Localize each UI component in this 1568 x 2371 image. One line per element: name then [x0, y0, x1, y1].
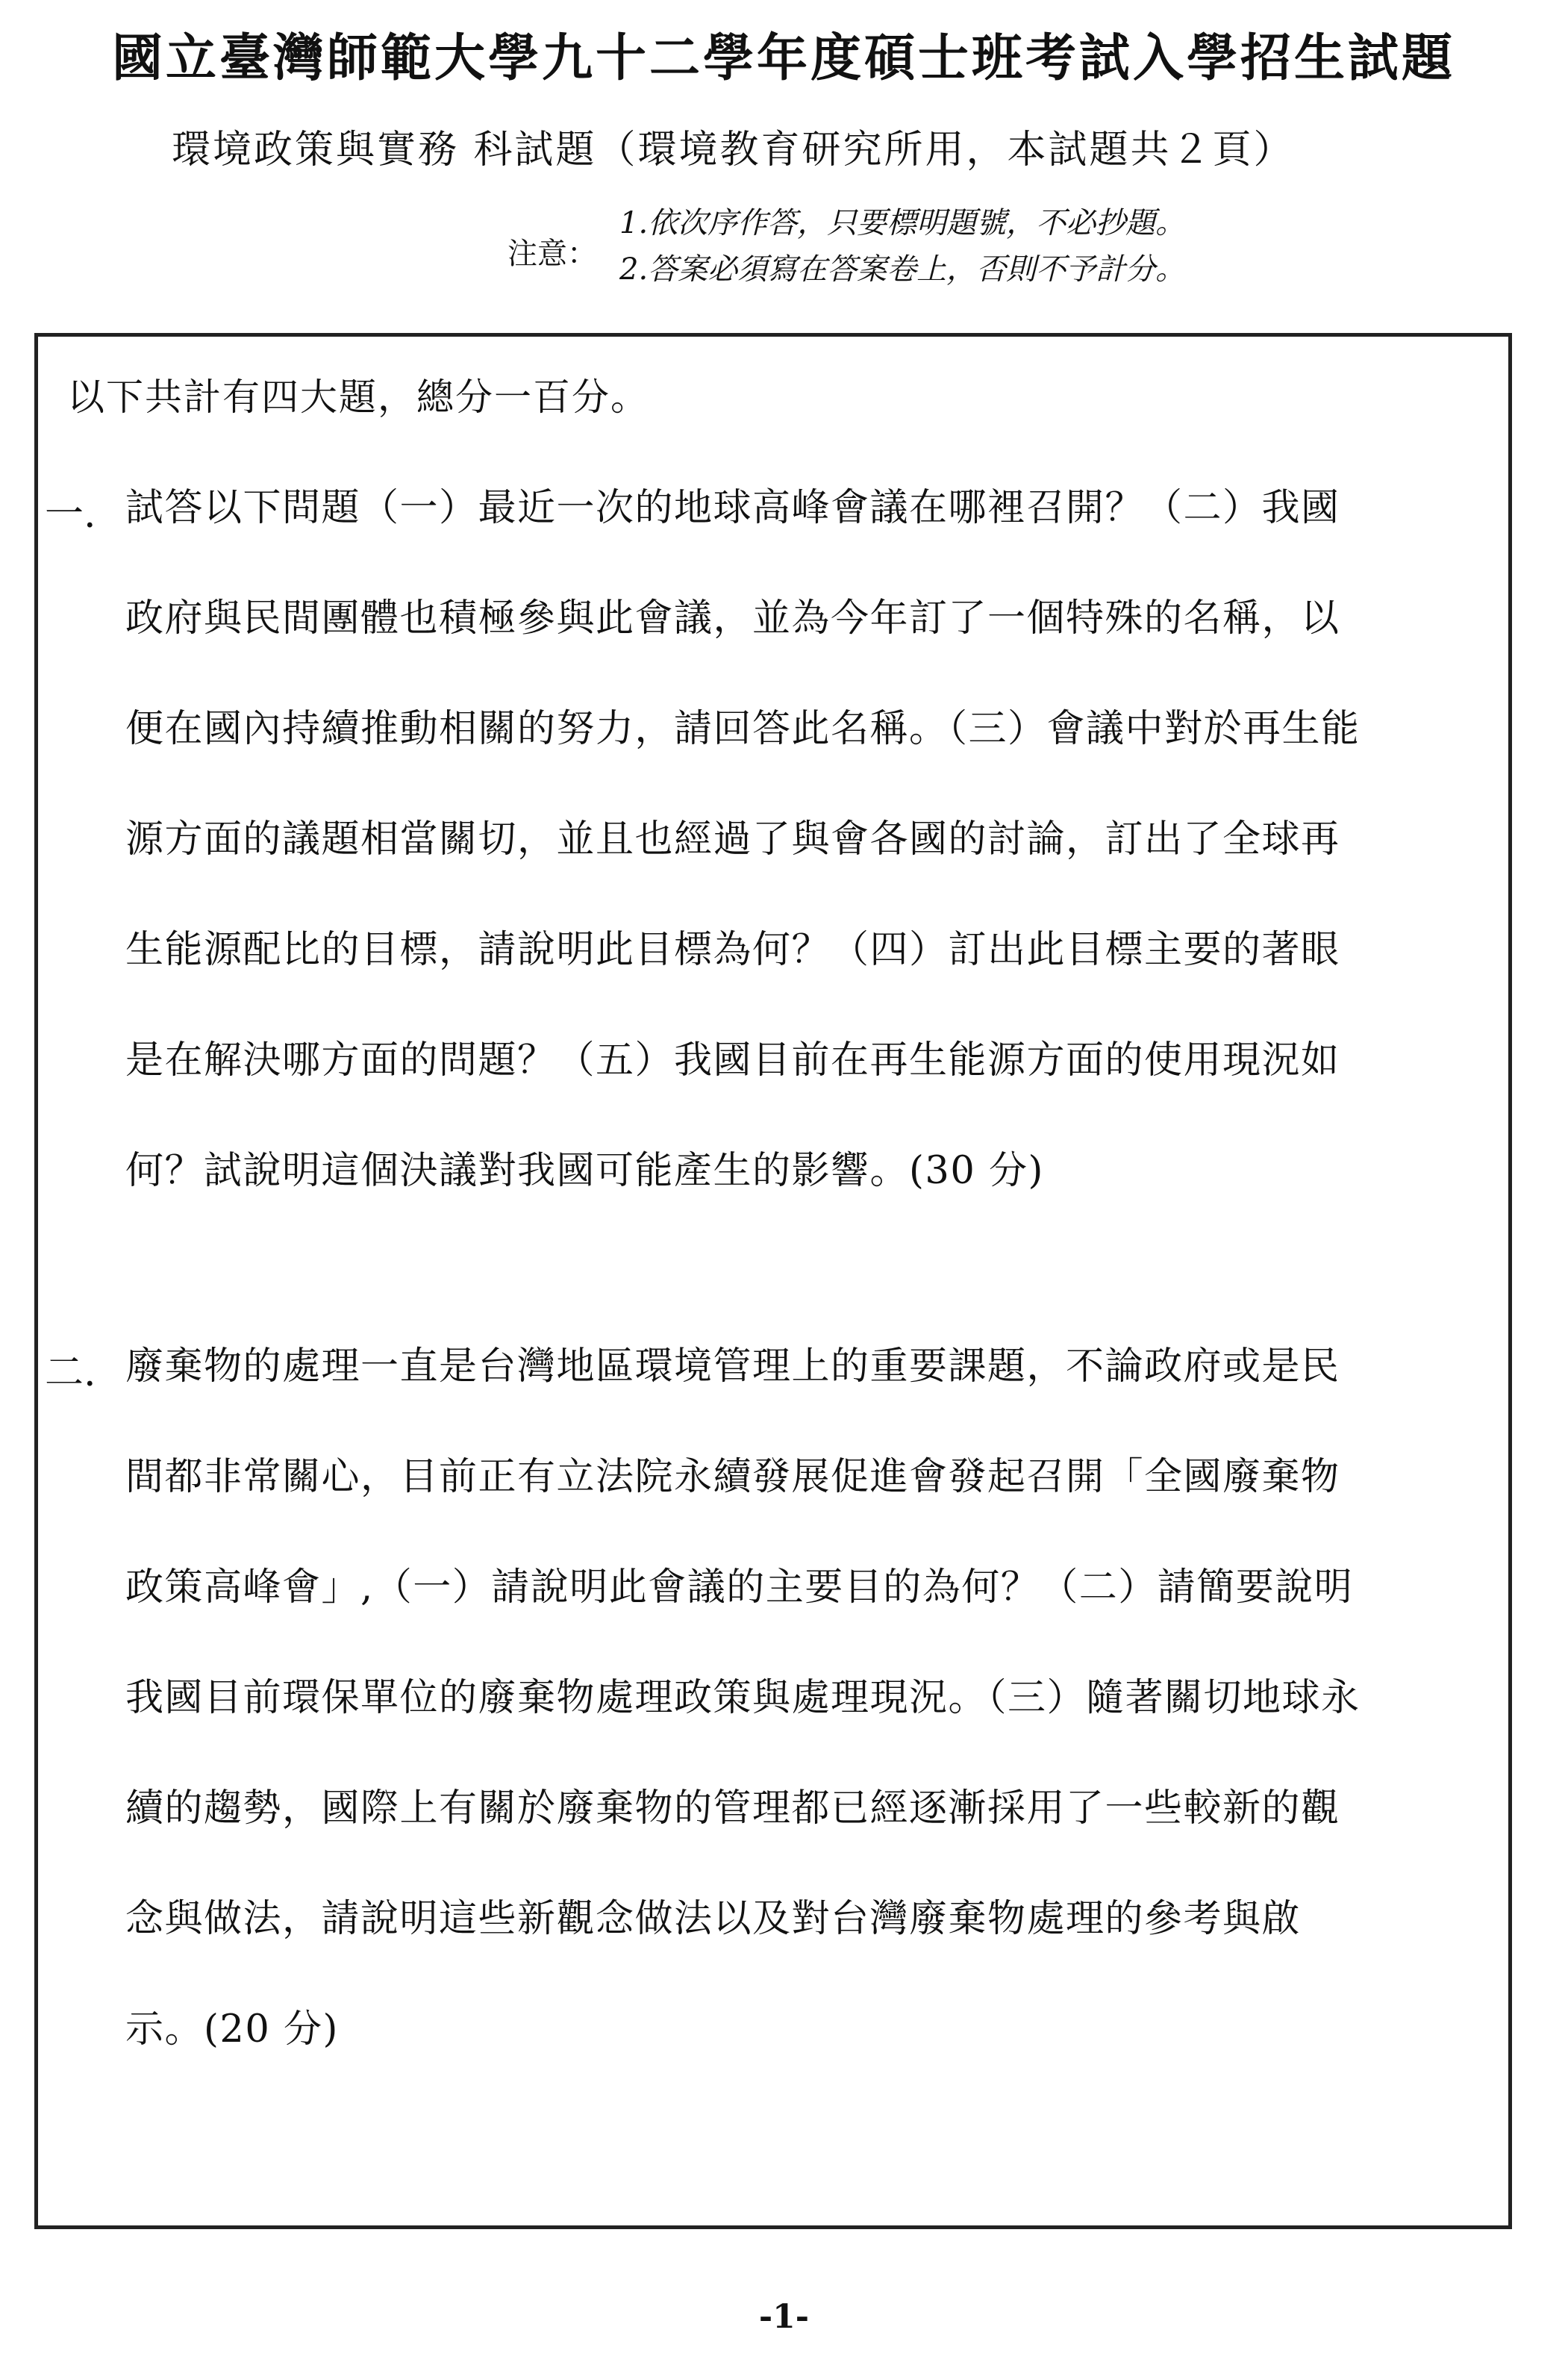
question-line: 廢棄物的處理一直是台灣地區環境管理上的重要課題，不論政府或是民 — [125, 1345, 1340, 1389]
question-line: 續的趨勢，國際上有關於廢棄物的管理都已經逐漸採用了一些較新的觀 — [125, 1786, 1340, 1831]
exam-title: 國立臺灣師範大學九十二學年度碩士班考試入學招生試題 — [111, 28, 1455, 88]
question-number: 一. — [45, 492, 96, 537]
question-text — [125, 482, 1491, 1256]
notice-items — [619, 200, 1185, 293]
question-text — [125, 1341, 1491, 2114]
question-line: 間都非常關心，目前正有立法院永續發展促進會發起召開「全國廢棄物 — [125, 1455, 1340, 1499]
question-line: 示。(20 分) — [125, 2007, 339, 2051]
question-line: 是在解決哪方面的問題？（五）我國目前在再生能源方面的使用現況如 — [125, 1038, 1340, 1082]
question-line: 便在國內持續推動相關的努力，請回答此名稱。（三）會議中對於再生能 — [125, 707, 1361, 751]
question-line: 試答以下問題（一）最近一次的地球高峰會議在哪裡召開？（二）我國 — [125, 486, 1340, 530]
notice-block — [507, 200, 1328, 297]
question-line: 源方面的議題相當關切，並且也經過了與會各國的討論，訂出了全球再 — [125, 817, 1340, 862]
page-number: -1- — [758, 2298, 810, 2336]
question-line: 念與做法，請說明這些新觀念做法以及對台灣廢棄物處理的參考與啟 — [125, 1897, 1302, 1941]
exam-subtitle: 環境政策與實務 科試題（環境教育研究所用，本試題共２頁） — [172, 128, 1295, 172]
question-line: 我國目前環保單位的廢棄物處理政策與處理現況。（三）隨著關切地球永 — [125, 1676, 1361, 1720]
intro-text: 以下共計有四大題，總分一百分。 — [67, 376, 649, 419]
question-line: 生能源配比的目標，請說明此目標為何？（四）訂出此目標主要的著眼 — [125, 928, 1340, 972]
question-line: 何？試說明這個決議對我國可能產生的影響。(30 分) — [125, 1149, 1044, 1193]
question-number: 二. — [45, 1350, 96, 1395]
notice-item: 1.依次序作答，只要標明題號，不必抄題。 — [619, 206, 1186, 240]
question-line: 政策高峰會」,（一）請說明此會議的主要目的為何？（二）請簡要說明 — [125, 1565, 1354, 1610]
notice-item: 2.答案必須寫在答案卷上，否則不予計分。 — [619, 252, 1186, 287]
notice-label: 注意： — [507, 237, 597, 271]
question-line: 政府與民間團體也積極參與此會議，並為今年訂了一個特殊的名稱，以 — [125, 596, 1340, 641]
